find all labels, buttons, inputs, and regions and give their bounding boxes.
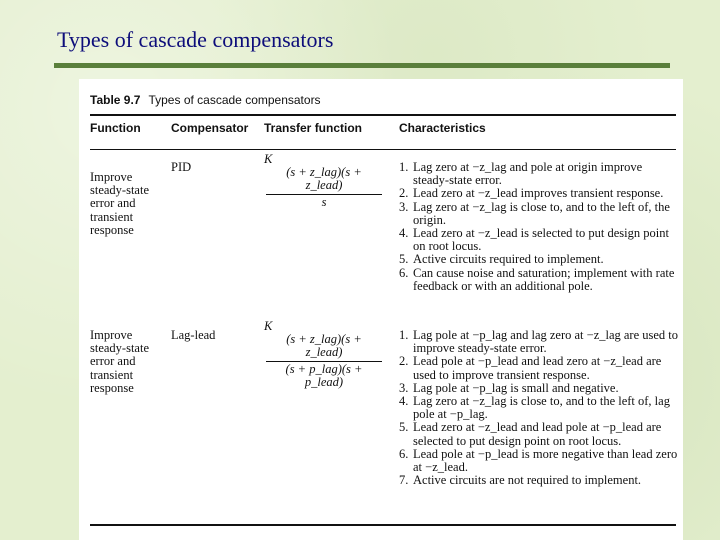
list-item: 3. Lag pole at −p_lag is small and negative.: [399, 380, 619, 395]
list-item: 5. Active circuits required to implement.: [399, 252, 604, 267]
list-item: 2. Lead zero at −z_lead improves transient response.: [399, 186, 664, 201]
row-pid-numerator: (s + z_lag)(s + z_lead): [266, 166, 382, 194]
table-header-rule: [90, 149, 676, 150]
header-characteristics: Characteristics: [399, 121, 486, 135]
row-pid-compensator: PID: [171, 160, 192, 174]
table-caption-number: Table 9.7: [90, 93, 141, 107]
header-function: Function: [90, 121, 141, 135]
row-pid-denominator: s: [321, 194, 327, 209]
table-caption: [90, 93, 321, 107]
row-pid-transfer-function: [264, 153, 382, 209]
header-transfer-function: Transfer function: [264, 121, 363, 135]
row-laglead-characteristics: [399, 329, 681, 487]
row-laglead-numerator: (s + z_lag)(s + z_lead): [266, 333, 382, 361]
list-item: 4. Lead zero at −z_lead is selected to put design point on root locus.: [399, 226, 669, 254]
list-item: 1. Lag zero at −z_lag and pole at origin improve steady-state error.: [399, 160, 643, 188]
row-pid-function: Improve steady-state error and transient response: [90, 170, 150, 237]
row-pid-gain: K: [264, 152, 273, 166]
row-laglead-transfer-function: [264, 320, 382, 389]
list-item: 2. Lead pole at −p_lead and lead zero at −z_lead are used to improve transient response.: [399, 354, 662, 382]
table-caption-text: Types of cascade compensators: [148, 93, 321, 107]
row-laglead-gain: K: [264, 319, 273, 333]
table-bottom-rule: [90, 524, 676, 526]
list-item: 1. Lag pole at −p_lag and lag zero at −z_lag are used to improve steady-state error.: [399, 328, 679, 356]
cascade-compensators-table: [79, 79, 683, 540]
row-pid-characteristics: [399, 161, 681, 293]
title-underline: [54, 63, 670, 68]
row-laglead-denominator: (s + p_lag)(s + p_lead): [285, 361, 363, 389]
list-item: 4. Lag zero at −z_lag is close to, and to the left of, lag pole at −p_lag.: [399, 394, 670, 422]
row-laglead-function: Improve steady-state error and transient response: [90, 328, 150, 395]
table-top-rule: [90, 114, 676, 116]
slide-title: Types of cascade compensators: [57, 27, 334, 52]
list-item: 3. Lag zero at −z_lag is close to, and to the left of, the origin.: [399, 199, 670, 227]
list-item: 6. Lead pole at −p_lead is more negative than lead zero at −z_lead.: [399, 446, 678, 475]
list-item: 5. Lead zero at −z_lead and lead pole at −p_lead are selected to put design point on root locus.: [399, 420, 662, 448]
list-item: 7. Active circuits are not required to implement.: [399, 473, 642, 488]
row-laglead-compensator: Lag-lead: [171, 328, 216, 342]
list-item: 6. Can cause noise and saturation; implement with rate feedback or with an additional pole.: [399, 265, 675, 293]
header-compensator: Compensator: [171, 121, 249, 135]
